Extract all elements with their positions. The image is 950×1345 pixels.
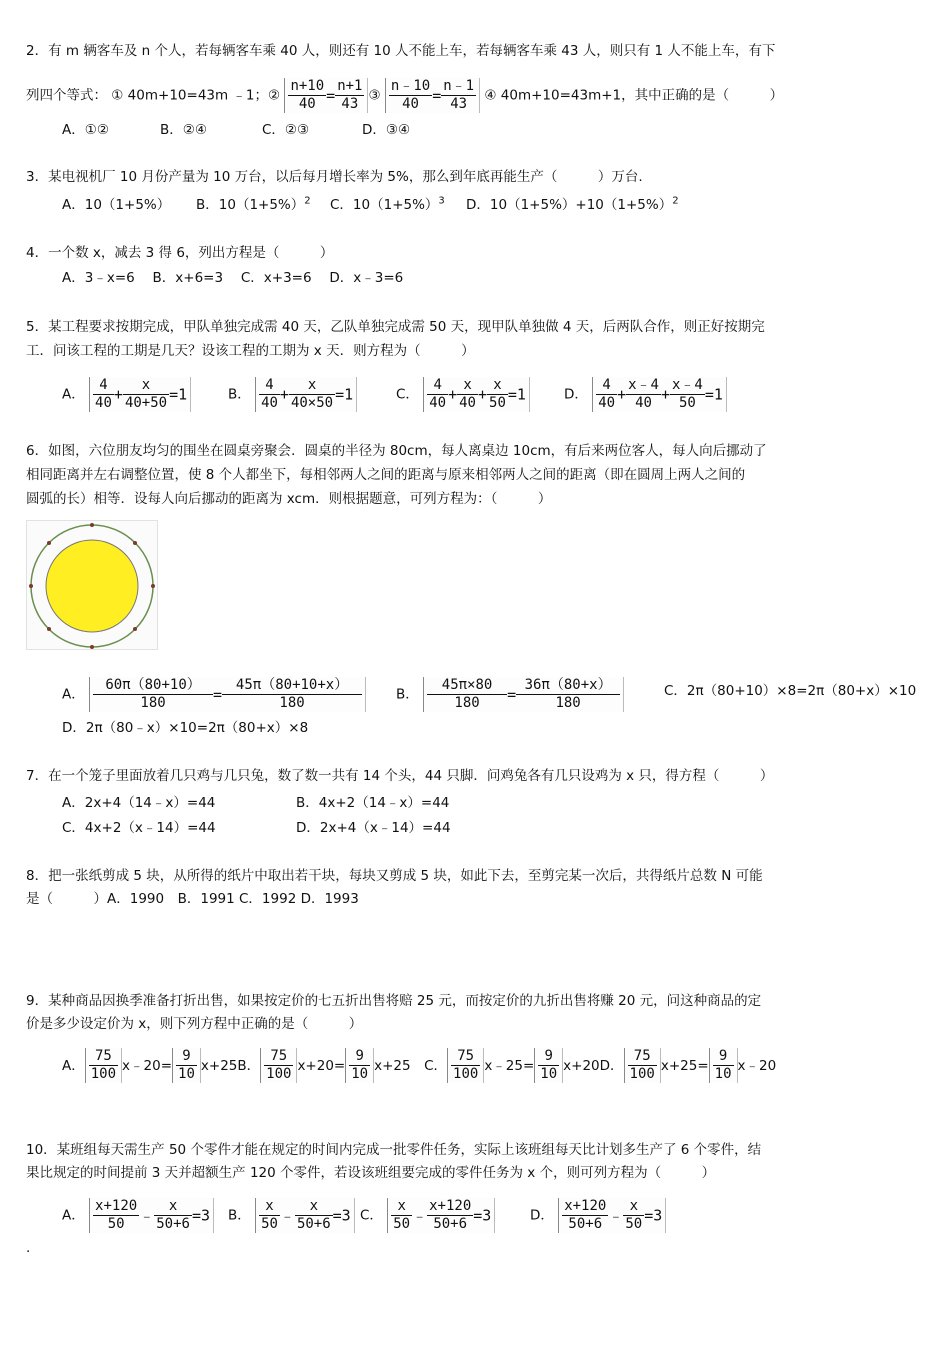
q4-options[interactable]: A．3﹣x=6 B．x+6=3 C．x+3=6 D．x﹣3=6 [62, 270, 404, 286]
seat-dot [29, 584, 33, 588]
q9-option-b[interactable]: B． $\frac{75}{100}$ x+20= $\frac{9}{10}$ x+25 [237, 1048, 411, 1082]
q4-line1: 4．一个数 x，减去 3 得 6，列出方程是（ ） [26, 245, 334, 261]
q9-option-d[interactable]: D． $\frac{75}{100}$ x+25= $\frac{9}{10}$ x﹣20 [599, 1048, 777, 1082]
q7-line1: 7．在一个笼子里面放着几只鸡与几只兔，数了数一共有 14 个头，44 只脚．问鸡兔各有几只设鸡为 x 只，得方程（ ） [26, 768, 774, 784]
q9-line2: 价是多少设定价为 x，则下列方程中正确的是（ ） [26, 1016, 363, 1032]
seat-dot [90, 645, 94, 649]
q10-option-b[interactable]: B． $\frac{x}{50}$ ﹣ $\frac{x}{50+6}$ =3 [228, 1198, 355, 1233]
q6-line2: 相同距离并左右调整位置，使 8 个人都坐下，每相邻两人之间的距离与原来相邻两人之间的距离（即在圆周上两人之间的 [26, 467, 746, 483]
q5-option-a[interactable]: A． $\frac{4}{40}$ + $\frac{x}{40+50}$ =1 [62, 377, 191, 412]
seat-dot [133, 541, 137, 545]
q8-line1: 8．把一张纸剪成 5 块，从所得的纸片中取出若干块，每块又剪成 5 块，如此下去，至剪完某一次后，共得纸片总数 N 可能 [26, 868, 763, 884]
q3-option-d[interactable]: D．$10(1+5\%)+10(1+5\%)^2$ [466, 195, 679, 213]
q6-line3: 圆弧的长）相等．设每人向后挪动的距离为 xcm．则根据题意，可列方程为：（ ） [26, 491, 552, 507]
q6-option-d[interactable]: D．2π（80﹣x）×10=2π（80+x）×8 [62, 720, 309, 736]
q5-option-b[interactable]: B． $\frac{4}{40}$ + $\frac{x}{40\times 50}$ =1 [228, 377, 357, 412]
q2-option-d[interactable]: D．③④ [362, 122, 411, 138]
q5-option-c[interactable]: C． $\frac{4}{40}$ + $\frac{x}{40}$ + $\frac{x}{50}$ =1 [396, 377, 530, 412]
seat-dot [133, 627, 137, 631]
q10-line2: 果比规定的时间提前 3 天并超额生产 120 个零件，若设该班组要完成的零件任务为 x 个，则可列方程为（ ） [26, 1165, 716, 1181]
q3-line1: 3．某电视机厂 10 月份产量为 10 万台，以后每月增长率为 5%，那么到年底再能生产（ ）万台. [26, 169, 643, 185]
q2-line1: 2．有 m 辆客车及 n 个人，若每辆客车乘 40 人，则还有 10 人不能上车，若每辆客车乘 43 人，则只有 1 人不能上车，有下 [26, 43, 776, 59]
q7-option-a[interactable]: A．2x+4（14﹣x）=44 [62, 795, 216, 811]
q10-option-a[interactable]: A． $\frac{x+120}{50}$ ﹣ $\frac{x}{50+6}$ =3 [62, 1198, 214, 1233]
q7-option-c[interactable]: C．4x+2（x﹣14）=44 [62, 820, 216, 836]
table-circle [46, 540, 138, 632]
q2-line2: 列四个等式： ① 40m+10=43m ﹣1；② $\frac{n+10}{40}$ = $\frac{n+1}{43}$ ③ $\frac{n﹣10}{40}$ = $\frac{n﹣1}{43}$ ④ 40m+10=43m+1，其中正确的是（ ） [26, 78, 784, 112]
q5-line2: 工．问该工程的工期是几天？设该工程的工期为 x 天．则方程为（ ） [26, 343, 475, 359]
q10-line1: 10．某班组每天需生产 50 个零件才能在规定的时间内完成一批零件任务，实际上该班组每天比计划多生产了 6 个零件，结 [26, 1142, 762, 1158]
q3-option-c[interactable]: C．$10(1+5\%)^3$ [330, 195, 445, 213]
q5-line1: 5．某工程要求按期完成，甲队单独完成需 40 天，乙队单独完成需 50 天，现甲队单独做 4 天，后两队合作，则正好按期完 [26, 319, 765, 335]
q6-option-b[interactable]: B． $\frac{45\pi\times 80}{180}$ = $\frac{36\pi(80+x)}{180}$ [396, 677, 624, 712]
q2-option-b[interactable]: B．②④ [160, 122, 207, 138]
seat-dot [90, 523, 94, 527]
seat-dot [47, 627, 51, 631]
q2-equation-2: $\frac{n+10}{40}$ = $\frac{n+1}{43}$ [284, 78, 368, 113]
round-table-figure [26, 520, 158, 650]
end-mark: . [26, 1240, 31, 1256]
q10-option-c[interactable]: C． $\frac{x}{50}$ ﹣ $\frac{x+120}{50+6}$ =3 [360, 1198, 495, 1233]
q10-option-d[interactable]: D． $\frac{x+120}{50+6}$ ﹣ $\frac{x}{50}$ =3 [530, 1198, 666, 1233]
q2-equation-3: $\frac{n﹣10}{40}$ = $\frac{n﹣1}{43}$ [385, 78, 480, 113]
q3-option-a[interactable]: A．10（1+5%） [62, 197, 171, 213]
q7-option-d[interactable]: D．2x+4（x﹣14）=44 [296, 820, 451, 836]
q8-line2: 是（ ）A．1990 B．1991 C．1992 D．1993 [26, 891, 359, 907]
q9-options [62, 1048, 776, 1083]
q9-option-c[interactable]: C． $\frac{75}{100}$ x﹣25= $\frac{9}{10}$ x+20 [424, 1048, 600, 1082]
q2-option-c[interactable]: C．②③ [262, 122, 310, 138]
q6-option-a[interactable]: A． $\frac{60\pi(80+10)}{180}$ = $\frac{45\pi(80+10+x)}{180}$ [62, 677, 366, 712]
q9-option-a[interactable]: A． $\frac{75}{100}$ x﹣20= $\frac{9}{10}$ x+25 [62, 1048, 238, 1082]
q2-option-a[interactable]: A．①② [62, 122, 109, 138]
q9-line1: 9．某种商品因换季准备打折出售，如果按定价的七五折出售将赔 25 元，而按定价的九折出售将赚 20 元，问这种商品的定 [26, 993, 762, 1009]
seat-dot [151, 584, 155, 588]
seat-dot [47, 541, 51, 545]
q3-option-b[interactable]: B．$10(1+5\%)^2$ [196, 195, 311, 213]
q6-line1: 6．如图，六位朋友均匀的围坐在圆桌旁聚会．圆桌的半径为 80cm，每人离桌边 10cm，有后来两位客人，每人向后挪动了 [26, 443, 767, 459]
q7-option-b[interactable]: B．4x+2（14﹣x）=44 [296, 795, 450, 811]
q5-option-d[interactable]: D． $\frac{4}{40}$ + $\frac{x﹣4}{40}$ + $\frac{x﹣4}{50}$ =1 [564, 377, 727, 412]
q6-option-c[interactable]: C．2π（80+10）×8=2π（80+x）×10 [664, 683, 917, 699]
